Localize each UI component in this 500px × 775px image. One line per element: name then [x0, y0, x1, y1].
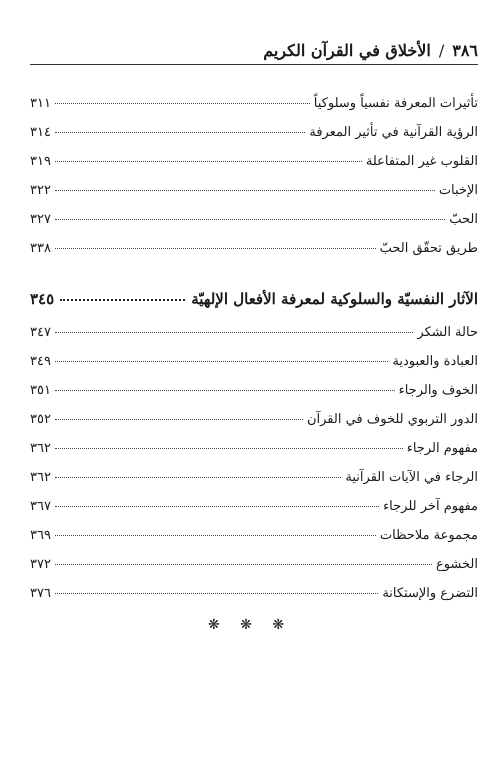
toc-entry-label: الدور التربوي للخوف في القرآن	[306, 412, 478, 427]
toc-entry	[30, 154, 478, 183]
dot-leader	[55, 419, 303, 420]
dot-leader	[55, 535, 376, 536]
toc-entry-label: الإخبات	[438, 183, 478, 198]
toc-entry-label: مجموعة ملاحظات	[379, 528, 478, 543]
toc-entry-label: التضرع والإستكانة	[382, 586, 478, 601]
toc-entry-page: ٣١٤	[30, 125, 51, 140]
toc-entry	[30, 125, 478, 154]
toc-entry-label: الحبّ	[449, 212, 478, 227]
toc-entry	[30, 441, 478, 470]
section-heading-page: ٣٤٥	[30, 290, 55, 308]
toc-entry-page: ٣٣٨	[30, 241, 51, 256]
dot-leader	[55, 448, 403, 449]
toc-entry	[30, 412, 478, 441]
toc-entry-page: ٣٦٢	[30, 441, 51, 456]
toc-entry-page: ٣٢٢	[30, 183, 51, 198]
toc-entry	[30, 212, 478, 241]
dot-leader	[55, 103, 310, 104]
toc-entry-label: الخشوع	[435, 557, 478, 572]
toc-entry-page: ٣٦٢	[30, 470, 51, 485]
dot-leader	[55, 506, 379, 507]
toc-entry-page: ٣٤٩	[30, 354, 51, 369]
toc-entry-label: مفهوم الرجاء	[406, 441, 478, 456]
toc-entry-label: الرجاء في الآيات القرآنية	[345, 470, 478, 485]
dot-leader	[55, 219, 445, 220]
toc-entry-label: تأثيرات المعرفة نفسياً وسلوكياً	[313, 96, 478, 111]
header-separator: /	[438, 41, 445, 60]
page-header	[30, 30, 478, 60]
header-rule	[30, 64, 478, 65]
section-heading	[30, 290, 478, 326]
book-title: الأخلاق في القرآن الكريم	[263, 41, 431, 60]
dot-leader	[55, 132, 305, 133]
toc-entry-label: العبادة والعبودية	[392, 354, 478, 369]
dot-leader	[55, 161, 362, 162]
dot-leader	[55, 564, 432, 565]
toc-entry-page: ٣٥١	[30, 383, 51, 398]
toc-entry-page: ٣٥٢	[30, 412, 51, 427]
toc-entry	[30, 557, 478, 586]
dot-leader	[55, 190, 435, 191]
toc-entry-page: ٣١١	[30, 96, 51, 111]
toc-entry	[30, 325, 478, 354]
dot-leader	[55, 361, 388, 362]
toc-entry-page: ٣٢٧	[30, 212, 51, 227]
toc-entry	[30, 354, 478, 383]
toc-list-1	[30, 96, 478, 270]
dot-leader	[55, 248, 376, 249]
toc-entry-page: ٣١٩	[30, 154, 51, 169]
dot-leader	[55, 477, 341, 478]
toc-entry	[30, 183, 478, 212]
dot-leader	[55, 593, 378, 594]
toc-entry	[30, 241, 478, 270]
toc-entry-label: الرؤية القرآنية في تأثير المعرفة	[309, 125, 478, 140]
ornament-stars: ❋ ❋ ❋	[207, 617, 293, 633]
toc-entry	[30, 96, 478, 125]
toc-entry-label: القلوب غير المتفاعلة	[365, 154, 478, 169]
toc-entry	[30, 470, 478, 499]
dot-leader	[55, 332, 413, 333]
section-heading-label: الآثار النفسيّة والسلوكية لمعرفة الأفعال الإلهيّة	[191, 290, 478, 308]
toc-entry-page: ٣٧٦	[30, 586, 51, 601]
toc-entry-label: حالة الشكر	[417, 325, 478, 340]
toc-entry	[30, 586, 478, 615]
toc-entry-page: ٣٤٧	[30, 325, 51, 340]
toc-entry-page: ٣٧٢	[30, 557, 51, 572]
toc-entry	[30, 383, 478, 412]
page-number: ٣٨٦	[452, 41, 478, 60]
toc-entry	[30, 499, 478, 528]
toc-entry	[30, 528, 478, 557]
toc-entry-label: الخوف والرجاء	[398, 383, 478, 398]
dot-leader	[60, 299, 185, 301]
toc-entry-page: ٣٦٧	[30, 499, 51, 514]
toc-entry-page: ٣٦٩	[30, 528, 51, 543]
toc-entry-label: مفهوم آخر للرجاء	[383, 499, 478, 514]
toc-list-2	[30, 325, 478, 615]
toc-entry-label: طريق تحقّق الحبّ	[379, 241, 478, 256]
dot-leader	[55, 390, 395, 391]
